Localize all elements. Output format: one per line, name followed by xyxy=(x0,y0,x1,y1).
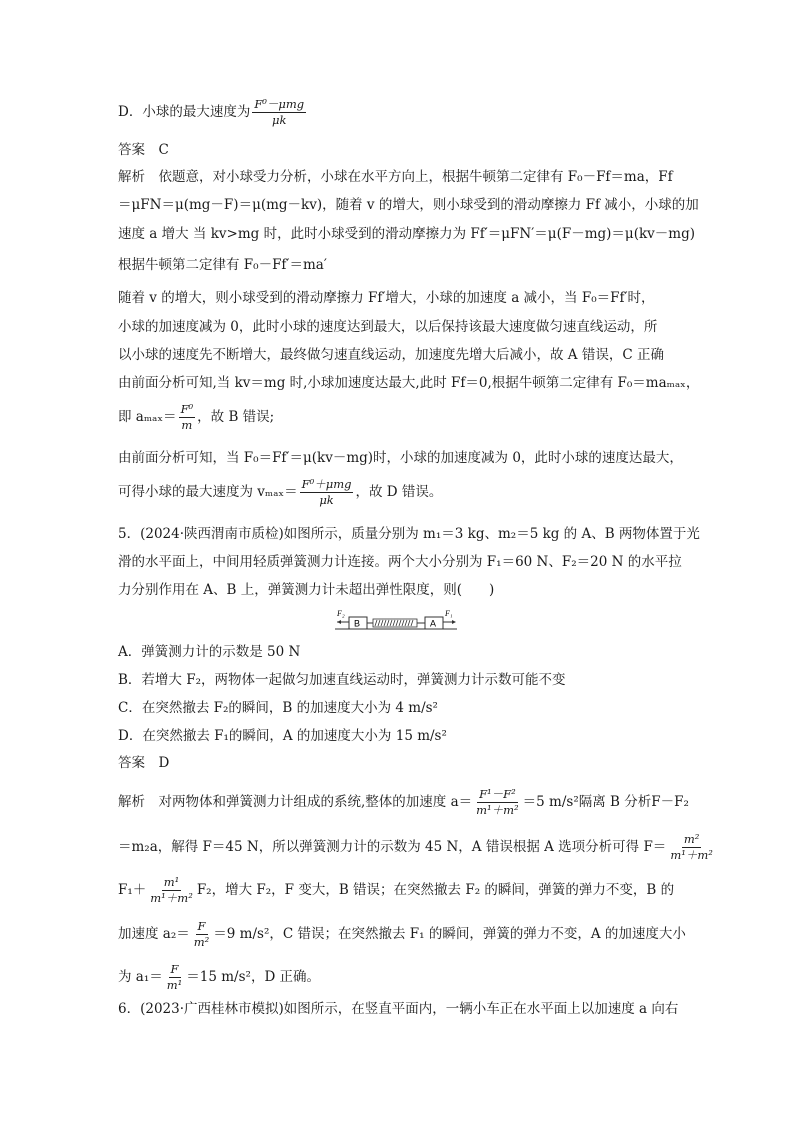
answer-label: 答案 D xyxy=(118,755,170,771)
fraction: $\frac{\text{F⁰－μmg}}{\mu k}$ xyxy=(254,97,305,127)
option-d-prev: D．小球的最大速度为 $\frac{\text{F⁰－μmg}}{\mu k}$ xyxy=(118,97,305,127)
question-5-stem: 5．(2024·陕西渭南市质检)如图所示，质量分别为 m₁＝3 kg、m₂＝5 kg 的 A、B 两物体置于光 xyxy=(118,526,700,542)
question-5-stem: 滑的水平面上，中间用轻质弹簧测力计连接。两个大小分别为 F₁＝60 N、F₂＝20 N 的水平拉 xyxy=(118,554,682,570)
analysis-line: 由前面分析可知,当 kv＝mg 时,小球加速度达最大,此时 Ff＝0,根据牛顿第二定律有 F₀＝maₘₐₓ， xyxy=(118,375,700,391)
arrow-head-icon xyxy=(452,620,456,624)
block-b-label: B xyxy=(354,618,361,629)
analysis-line: ＝μFN＝μ(mg－F)＝μ(mg－kv)，随着 v 的增大，则小球受到的滑动摩擦力 Ff 减小，小球的加 xyxy=(118,197,699,213)
fraction: $\frac{\text{F¹－F²}}{\text{m¹＋m²}}$ xyxy=(476,787,519,817)
fraction: $\frac{\text{m¹}}{\text{m¹＋m²}}$ xyxy=(150,875,193,905)
question-5-stem: 力分别作用在 A、B 上，弹簧测力计未超出弹性限度，则( ) xyxy=(118,582,495,598)
fraction: $\frac{\text{m²}}{\text{m¹＋m²}}$ xyxy=(670,832,713,862)
analysis-line: 以小球的速度先不断增大，最终做匀速直线运动，加速度先增大后减小，故 A 错误，C 正确 xyxy=(118,347,664,363)
option-c: C．在突然撤去 F₂的瞬间，B 的加速度大小为 4 m/s² xyxy=(118,700,438,716)
fraction: $\frac{F}{\text{m²}}$ xyxy=(193,919,210,949)
option-b: B．若增大 F₂，两物体一起做匀加速直线运动时，弹簧测力计示数可能不变 xyxy=(118,672,566,688)
analysis-line: F₁＋ $\frac{\text{m¹}}{\text{m¹＋m²}}$ F₂，增大 F₂，F 变大，B 错误；在突然撤去 F₂ 的瞬间，弹簧的弹力不变，B 的 xyxy=(118,875,675,905)
analysis-line: 小球的加速度减为 0，此时小球的速度达到最大，以后保持该最大速度做匀速直线运动，所 xyxy=(118,319,658,335)
block-a-label: A xyxy=(430,618,437,629)
arrow-head-icon xyxy=(337,620,341,624)
answer-label: 答案 C xyxy=(118,142,169,158)
analysis-line: 由前面分析可知，当 F₀＝Ff′＝μ(kv－mg)时，小球的加速度减为 0，此时小球的速度达最大， xyxy=(118,450,683,466)
analysis-line: 即 aₘₐₓ＝ $\frac{\text{F⁰}}{m}$ ，故 B 错误; xyxy=(118,402,275,432)
option-a: A．弹簧测力计的示数是 50 N xyxy=(118,644,301,660)
option-d: D．在突然撤去 F₁的瞬间，A 的加速度大小为 15 m/s² xyxy=(118,728,447,744)
analysis-line: 随着 v 的增大，则小球受到的滑动摩擦力 Ff′增大，小球的加速度 a 减小，当 F₀＝Ff′时， xyxy=(118,290,655,306)
f1-label: F₁ xyxy=(445,609,453,618)
analysis-line: 可得小球的最大速度为 vₘₐₓ＝ $\frac{\text{F⁰＋μmg}}{\mu k}$ ，故 D 错误。 xyxy=(118,477,443,507)
analysis-line: 解析 依题意，对小球受力分析，小球在水平方向上，根据牛顿第二定律有 F₀－Ff＝ma，Ff xyxy=(118,169,673,185)
analysis-line: 解析 对两物体和弹簧测力计组成的系统,整体的加速度 a＝ $\frac{\text{F¹－F²}}{\text{m¹＋m²}}$ ＝5 m/s²隔离 B 分析F－F₂ xyxy=(118,787,689,817)
question-6-stem: 6．(2023·广西桂林市模拟)如图所示，在竖直平面内，一辆小车正在水平面上以加速度 a 向右 xyxy=(118,1001,679,1017)
spring-scale-diagram xyxy=(335,609,457,633)
analysis-line: 速度 a 增大 当 kv>mg 时，此时小球受到的滑动摩擦力为 Ff′＝μFN′＝μ(F－mg)＝μ(kv－mg) xyxy=(118,226,695,242)
fraction: $\frac{\text{F⁰}}{m}$ xyxy=(180,402,194,432)
fraction: $\frac{\text{F⁰＋μmg}}{\mu k}$ xyxy=(301,477,352,507)
analysis-line: 加速度 a₂＝ $\frac{F}{\text{m²}}$ ＝9 m/s²，C 错误；在突然撤去 F₁ 的瞬间，弹簧的弹力不变，A 的加速度大小 xyxy=(118,919,686,949)
fraction: $\frac{F}{\text{m¹}}$ xyxy=(166,962,183,992)
f2-label: F₂ xyxy=(337,609,345,618)
analysis-line: ＝m₂a，解得 F＝45 N，所以弹簧测力计的示数为 45 N，A 错误根据 A 选项分析可得 F＝ $\frac{\text{m²}}{\text{m¹＋m²}}$ xyxy=(118,832,713,862)
analysis-line: 为 a₁＝ $\frac{F}{\text{m¹}}$ ＝15 m/s²，D 正确。 xyxy=(118,962,321,992)
analysis-line: 根据牛顿第二定律有 F₀－Ff′＝ma′ xyxy=(118,257,327,273)
